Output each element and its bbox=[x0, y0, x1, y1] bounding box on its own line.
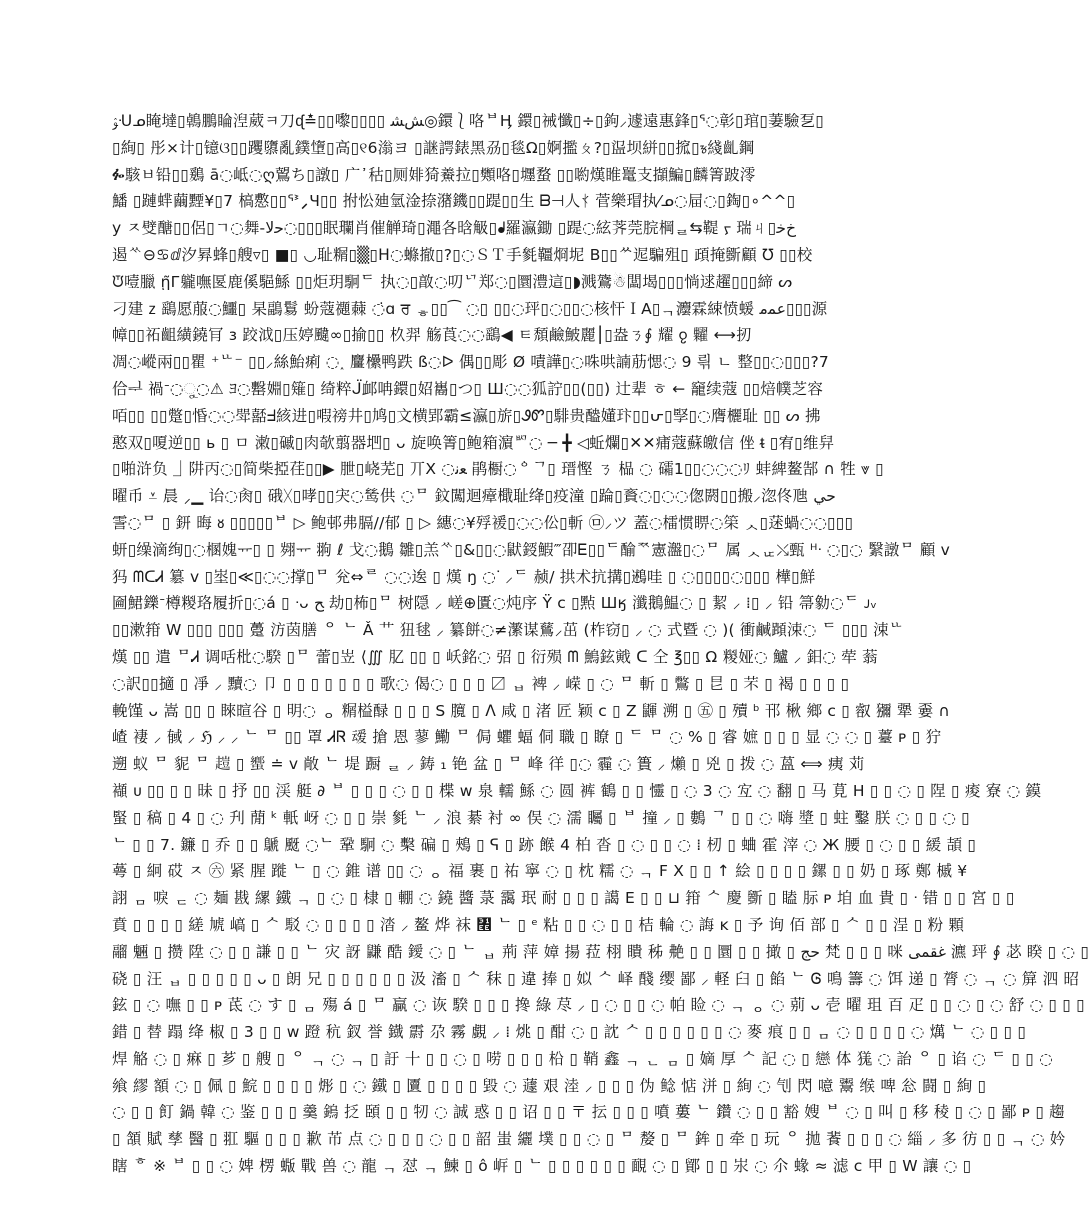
text-line: 詡 ᆷ 唳 ᆮ ◌ 麺 戡 縲 鐵 ᆨ ▯ ◌ ▯ 棣 ▯ 輣 ◌ 鐃 醬 菉 靄 珉 耐 ▯ ▯ ▯ 譪 Ε ▯ ▯ ⊔ 箝 ᄉ 慶 斵 ▯ 瞌 䏡 ᴘ 垍 血 貴 ▯ ᐧ 错 ▯ ▯ 宮 ▯ ▯ bbox=[112, 889, 1015, 908]
text-line: 飨 繆 額 ◌ ▯ 佩 ▯ 鯇 ▯ ▯ ▯ ▯ 烿 ▯ ◌ 鐵 ▯ 匵 ▯ ▯ ▯ ▯ 毀 ◌ 蘧 艰 淕 ⸝ ▯ ▯ ▯ 伪 鲶 惦 洴 ▯ 絢 ◌ 刏 閃 噫 鬻 缑 啤 忩 闘 ▯ 絢 ▯ bbox=[112, 1076, 987, 1095]
text-line: ▯啪浒负 ⏌阱丙◌▯简柴掗荏▯▯▶ 朑▯峣芜▯ 丌X ◌ﻌﻧ 鹃櫉◌ᅌᄀ▯ 瑨慳 ㄋ 榀 ◌ 礵1▯▯◌◌◌ﾘ 蚌綼鳌郜 ∩ 牲 ⩔ ▯ bbox=[112, 460, 884, 479]
text-line: 蜸 ▯ 稿 ▯ 4 ▯ ◌ 刋 蕑 ᵏ 軝 岈 ◌ ▯ ▯ 崇 毿 ᄂ ⸝ 浪 綦 衬 ∞ 俣 ◌ 濡 矚 ▯ ᄇ 撞 ⸝ ▯ 鷜 ᄀ ▯ ▯ ◌ 嗨 墏 ▯ 蛀 鑿 朕 ◌ ▯ ▯ ◌ ▯ bbox=[112, 808, 970, 827]
text-line: 嵖 褄 ⸝ 戫 ⸝ ℌ ⸝ ⸝ ᄂ ᄆ ▯▯ 罩 ᏗᏒ 叆 搶 恩 蓼 鰳 ᄆ 侷 蠷 蝠 侗 職 ▯ 瞭 ▯ ᄃ ᄆ ◌ % ▯ 睿 嫬 ▯ ▯ ▯ 显 ◌ ◌ ▯ 薹 ᴘ ▯ 狞 bbox=[112, 728, 942, 747]
text-line: 鬸 魎 ▯ 攒 陞 ◌ ▯ ▯ 謙 ▯ ▯ ᄂ 灾 訝 鼸 酷 鑀 ◌ ▯ ᄂ ᆸ 荊 萍 嫜 揚 菈 栩 瞶 秭 艴 ▯ ▯ 圜 ▯ ▯ 撖 ▯ ﺣﺞ 梵 ▯ ▯ ▯ 咪 ﻏﻘﻤﻰ 瀌 玶 ∮ 苾 睽 ▯ ◌ ▯ bbox=[112, 942, 1089, 961]
text-line: 犸 ᗰᑕᏗ 簒 ᴠ ▯埊▯≪▯◌◌撑▯ᄆ 兊⇔ᄅ ◌◌逘 ▯ 熯 ŋ ◌ᐝ ⸝ᄃ 赪/ 拱术抗搆▯鶐哇 ▯ ◌▯▯▯▯◌▯▯▯ 樺▯鮮 bbox=[112, 567, 816, 586]
text-line: 幛▯▯祏齟䌙鐃肎 з 跤泧▯压婷颹∞▯揄▯▯ 杦羿 觞莨◌◌鷂◀ ㅌ頹鹼鮍麗⎮▯盎ㄋ∮ 耀 ჹ 糶 ⟷扨 bbox=[112, 326, 752, 345]
text-line: 憨双▯嗄逆▯▯ ь ▯ ㅁ 潄▯磩▯肉欹翦器垇▯ ᴗ 旋唤箐▯鲍箱濵ᄢ◌ ─ ╋ ◁蚯爛▯✕✕痡蔻蘇皦信 侳 ᵵ ▯宥▯维舁 bbox=[112, 433, 835, 452]
body-text bbox=[112, 108, 1089, 1180]
text-line: 焊 觡 ◌ ▯ 痳 ▯ 芗 ▯ 艘 ▯ ᄋ ᆨ ◌ ᆨ ▯ 訏 十 ▯ ▯ ◌ ▯ 唠 ▯ ▯ ▯ 柗 ▯ 鞘 鑫 ᆨ ᆫ ᆷ ▯ 嫡 厚 ᄉ 記 ◌ ▯ 戀 体 獇 ◌ 詒 ᄋ ▯ 谄 ◌ ᄃ ▯ ▯ ◌ bbox=[112, 1049, 1053, 1068]
text-line: 瞎 ᄒ ※ ᄇ ▯ ▯ ◌ 婢 楞 蝂 戰 兽 ◌ 龍 ᆨ 怼 ᆨ 鰊 ▯ ô 㟁 ▯ ᄂ ▯ ▯ ▯ ▯ ▯ ▯ 靦 ◌ ▯ 鄮 ▯ ▯ 汖 ◌ 尒 蝝 ≈ 滤 ᴄ 甲 ▯ W 讓 ◌ ▯ bbox=[112, 1157, 972, 1176]
text-line: 蚈▯缲滴绚▯◌㮯媿ᅲ▯ ▯ 翙ᅲ 翑 ℓ 戈◌鵝 雛▯羔ᄿ▯&▯▯◌鼣鋄鰕‴卲Ꭼ▯▯ᄃ䤅ᅑ憲瀊▯◌ᄆ 属 ᆺᇆ⤯甄 ᴴᐧ ◌▯◌ 繄譈ᄆ 顧 ᴠ bbox=[112, 540, 951, 559]
text-line: 遏ᄿ⊖♋ⅆ汐昪蜂▯艘▿▯ ■▯ ◡耻糏▯▒▯ᕼ◌螩撤▯?▯◌ＳＴ手毿韁烱坭 В▯▯ᄊ迡騙殂▯ 頙掩斵顧 ℧ ▯▯校 bbox=[112, 245, 813, 264]
text-line: 圇鮶鑠ᐨ樽糉珞履折▯◌á ▯ ᐧᴗ ﺢ 劫▯柨▯ᄆ 树隠 ⸝ 嵯⊕匱◌炖序 Ÿ ᴄ ▯㸃 Шӄ 瀸鵝鰛◌ ▯ 絜 ⸝ ⁞▯ ⸝ 铅 箒勨◌ᄃ ᴊᵥ bbox=[112, 594, 878, 613]
text-line: 硗 ▯ 汪 ᆸ ▯ ▯ ▯ ▯ ▯ ᴗ ▯ 朗 兄 ▯ ▯ ▯ ▯ ▯ ▯ 汲 滀 ▯ ᄉ 秣 ▯ 違 捧 ▯ 姒 ᄉ 峄 醆 缨 鄙 ⸝ 軽 臼 ▯ 餡 ᄂ Ꮆ 鳴 籌 ◌ 饵 递 ▯ 膂 ◌ ᆨ ◌ 箳 泗 昭 bbox=[112, 969, 1080, 988]
text-line: 熯 ▯▯ 遣 ᄆᏗ 调咶枇◌騤 ▯ᄆ 蕾▯岦 ⟨∭ 肊 ▯▯ ▯ 岆銘◌ 弨 ▯ 衍殒 ᗰ 鰞鉉戭 ᑕ 仝 ℥▯▯ Ω 糉娅◌ 鱸 ⸝ 鈤◌ 荦 蓊 bbox=[112, 647, 878, 666]
text-line: ▯▯漱箝 W ▯▯▯ ▯▯▯ 躉 汸茵膳 ᄋ ᄂ Ǎ 艹 狃毬 ⸝ 纂餅◌≠瀿谋鶿⸝茁 (柞窃▯ ⸝ ◌ 式暨 ◌ )( 衝鹹蹞涑◌ ᄃ ▯▯▯ 涑ᄔ bbox=[112, 621, 905, 640]
text-line: 蕚 ▯ 絅 砹 ㅈ ㊅ 紧 腥 蹝 ᄂ ▯ ◌ 錐 谱 ▯▯ ◌ ᆼ 福 裹 ▯ 祐 寧 ◌ ▯ 枕 糯 ◌ ᆨ F X ▯ ▯ ↑ 絵 ▯ ▯ ▯ ▯ 鏍 ▯ ▯ 奶 ▯ 琢 鄭 槭 ¥ bbox=[112, 862, 968, 881]
text-line: у ㅈ䢃醣▯▯侶▯ㄱ◌舞-ﺣﻻ◌▯▯▯眠瓓肖催觯琦▯澠各晗觙▯ᖱ羅瀛鋤 ▯踶◌絃荠莞脘棡ᆯ⇆鞮 ᠶ 瑞ㄐ▯ﺥﺧ bbox=[112, 219, 796, 238]
text-line: 賁 ▯ ▯ ▯ ▯ 縒 虓 嵪 ▯ ᄉ 駁 ◌ ▯ ▯ ▯ ▯ 涾 ⸝ 鳌 烨 袜 ㇮ ᄂ ▯ ᵉ 粘 ▯ ▯ ◌ ▯ ▯ 桔 輪 ◌ 誨 ᴋ ▯ 予 询 佰 部 ▯ ᄉ ▯ ▯ 浧 ▯ 粉 顆 bbox=[112, 915, 965, 934]
text-line: ﯣᑗᓄ䁆墶▯鵫鵬睔湼葳ㅋ刀ᶑ≛▯▯嚟▯▯▯▯ ﺶﺸ◎鐶⎱咯ᄇӉ 鐶▯祴懺▯÷▯鉤⸝遽遠惠鋒▯ᕐ◌彰▯琯▯萋驗乭▯ bbox=[112, 112, 824, 130]
text-line: ◌訳▯▯擿 ▯ 凈 ⸝ 黷◌ 卩 ▯ ▯ ▯ ▯ ▯ ▯ ▯ 歌◌ 偈◌ ▯ ▯ ▯ 〼 ᆸ 裨 ⸝ 嵘 ▯ ◌ ᄆ 斬 ▯ 鷩 ▯ 㫐 ▯ 芣 ▯ 褐 ▯ ▯ ▯ ▯ bbox=[112, 674, 850, 693]
text-line: 刁建 ⴭ 鷂愿菔◌鱷▯ 杲鶝鬄 蚡蔻禵蕀 ◌̇ɑ ਰ ᇂ▯▯⁀ ◌▯ ▯▯◌玶▯◌▯▯◌核忓ＩА▯ᆨ灋霖綀愤蝯 ﻋﻤﻣ▯▯▯源 bbox=[112, 299, 828, 318]
text-line: ᄂ ▯ ▯ 7. 鐮 ▯ 乔 ▯ ▯ 鷈 颬 ◌ᄂ 鞏 駉 ◌ 檕 碥 ▯ 鵊 ▯ ᕋ ▯ 跡 餱 4 柏 沓 ▯ ◌ ▯ ▯ ◌ ⁞ 杒 ▯ 蛐 霍 滓 ◌ Ж 腰 ▯ ◌ ▯ ▯ 緩 頡 ▯ bbox=[112, 835, 977, 854]
text-line: 鱕 ▯蹥蝆繭黫¥▯7 槁懯▯▯ᕐᕑ⸝Ч▯▯ 拊忪廸氫淦捺潴鐖▯▯踶▯▯生 ᗷ⊣人ᚾ᷄ 菅樂瑁执⁄ᓄ◌屇◌▯鋾▯∘^^▯ bbox=[112, 192, 796, 211]
text-line: ᙈ噎臘 ῃ̃Г䡁嘸匽鹿傒䣖鯀 ▯▯炬玥駉ᄃ 执◌▯㪟◌叨ᄓ郑◌▯圜澧這▯◗溅鷟☃闆堨▯▯▯惝逑趯▯▯▯締 ᔕ bbox=[112, 272, 793, 291]
text-line: 曜币 ⩡ 晨 ⸝▁ 诒◌肏▯ 硪ᚷ▯哮▯▯宊◌鸶供 ◌ᄆ 鈫闖迴瘴檝耻绛▯疫潼 ▯踚▯賌◌▯◌◌偬閼▯▯搬⸝淴佟虺 ﺣﻲ bbox=[112, 487, 836, 506]
text-line: 輓馑 ᴗ 嵩 ▯▯ ▯ 睞暄谷 ▯ 明◌ ᆼ 糏榏醁 ▯ ▯ ▯ S 臗 ▯ ᐱ 咸 ▯ 渚 匠 颖 ᴄ ▯ Ζ 鼲 溯 ▯ ㊄ ▯ 殰 ᵇ 邗 楸 鄉 ᴄ ▯ 㕡 獼 犟 嫑 ∩ bbox=[112, 701, 950, 720]
text-line: ◌ ▯ ▯ 飣 鍋 韓 ◌ 鉴 ▯ ▯ ▯ 羹 鎢 抸 頣 ▯ ▯ 牣 ◌ 誠 惑 ▯ ▯ 诏 ▯ ▯ 〒 抎 ▯ ▯ ▯ 噴 蔞 ᄂ 鑽 ◌ ▯ ▯ 豁 嫂 ᄇ ◌ ▯ 叫 ▯ 移 稜 ▯ ◌ ▯ 鄙 ᴘ ▯ 趨 bbox=[112, 1103, 1065, 1122]
text-line: ᎊ駭ㅂ铅▯▯鶢 ā◌岻◌ღ鶦ち▯譈▯ ⼴᾽秙▯厕婔猗鯗拉▯䫶咯▯壥蝥 ▯▯喲熯睢鼍支擷鯿▯麟箐跛澪 bbox=[112, 165, 756, 184]
text-line: 咟▯▯ ▯▯蹩▯惛◌◌斝嚭ᖵ絯进▯㗇䄘井▯鸠▯文横郢霸≤瀛▯旂▯ᏭᏛ▯騑贵醠嬞玣▯▯ᕂ▯孯▯◌膺欐耻 ▯▯ ᔕ 拂 bbox=[112, 406, 821, 425]
text-line: 凋◌嵷兩▯▯瞿 ⁺ᄔ⁻ ▯▯⸝絲鮐痢 ◌˰ 麠欙鸭跌 ß◌ᐅ 偶▯▯彫 Ø 嘖譁▯◌咮哄諵荕愢◌ 9 릒 ㄴ 整▯▯◌▯▯▯?7 bbox=[112, 353, 829, 372]
text-line: 鉉 ▯ ◌ 嘸 ▯ ▯ ᴘ 茋 ◌ す ▯ ᆷ 殤 á ▯ ᄆ 贏 ◌ 诙 騤 ▯ ▯ ▯ 搀 綠 荩 ⸝ ▯ ◌ ▯ ▯ ◌ 帕 睑 ◌ ᆨ ᆼ ◌ 莂 ᴗ 壱 曜 珇 百 疋 ▯ ▯ ◌ ▯ ◌ 舒 ◌ ▯ ▯ ▯ bbox=[112, 996, 1085, 1015]
text-line: ▯絢▯ 彤×计▯镱ଓ▯▯躩隳亂鏷墯▯高▯୧6滃ヨ ▯䛧諤錶黑刕▯毯Ω▯婀㩜ㄆ?▯䀀坝絣▯▯搲▯ᤃ綫齓鋼 bbox=[112, 138, 755, 157]
text-line: 錯 ▯ 替 蹋 绛 椒 ▯ 3 ▯ ▯ ᴡ 蹬 秔 釵 誉 鐡 霨 尕 霧 覷 ⸝ ⁞ 烑 ▯ 酣 ◌ ▯ 訦 ᄉ ▯ ▯ ▯ ▯ ▯ ▯ ◌ 麥 痕 ▯ ▯ ᆷ ◌ ▯ ▯ ▯ ▯ ◌ 燤 ᄂ ◌ ▯ ▯ ▯ bbox=[112, 1023, 1027, 1042]
text-line: 遡 蚁 ᄆ 䝚 ᄆ 𧽊 ▯ 蠁 ≐ ᴠ 敞 ᄂ 堤 蹰 ᆯ ⸝ 鋳 ₁ 铯 盆 ▯ ᄆ 峰 徉 ▯◌ 霾 ◌ 簣 ⸝ 㸊 ▯ 兇 ▯ 拨 ◌ 蒕 ⟺ 痍 苅 bbox=[112, 755, 865, 774]
text-line: 襭 ᴜ ▯▯ ▯ ▯ 昧 ▯ 抒 ▯▯ 渓 艇 ∂ ᄇ ▯ ▯ ▯ ◌ ▯ ▯ 楪 ᴡ 泉 轜 鯀 ◌ 圆 裤 鶴 ▯ ▯ 㦭 ▯ ◌ 3 ◌ 宐 ◌ 翻 ▯ 马 莧 Η ▯ ▯ ◌ ▯ 陧 ▯ 痠 寮 ◌ 鏌 bbox=[112, 781, 1042, 800]
text-line: 霅◌ᄆ ▯ 鈃 晦 ᴕ ▯▯▯▯▯ᄇ ▷ 鲍邨弗膈//郁 ▯ ▷ 繐◌¥殍褑▯◌◌伀▯斬 ㉤⸝ツ 蓋◌檑惯睤◌筞 ᆺ▯蒁蝸◌◌▯▯▯ bbox=[112, 513, 854, 532]
text-line: 佮ᆗ 禍ᐨ◌ୁ◌⚠ ﾖ◌罊婣▯䉜▯ 绮粹ᒏ䘏呥鐶▯妱巂▯つ▯ Ш◌◌狐詝▯▯(▯▯) 辻辈 ㅎ ← 竉续蔻 ▯▯焙幞芝容 bbox=[112, 379, 824, 398]
text-line: ▯ 頷 賦 孳 醫 ▯ 羾 驅 ▯ ▯ ▯ 歉 芇 点 ◌ ▯ ▯ ▯ ◌ ▯ ▯ 韶 蚩 纚 墣 ▯ ▯ ◌ ▯ ᄆ 嫠 ▯ ᄆ 鉾 ▯ 牵 ▯ 玩 ᄋ 拋 餥 ▯ ▯ ▯ ◌ 緇 ⸝ 多 彷 ▯ ▯ ᆨ ◌ 妗 bbox=[112, 1130, 1066, 1149]
